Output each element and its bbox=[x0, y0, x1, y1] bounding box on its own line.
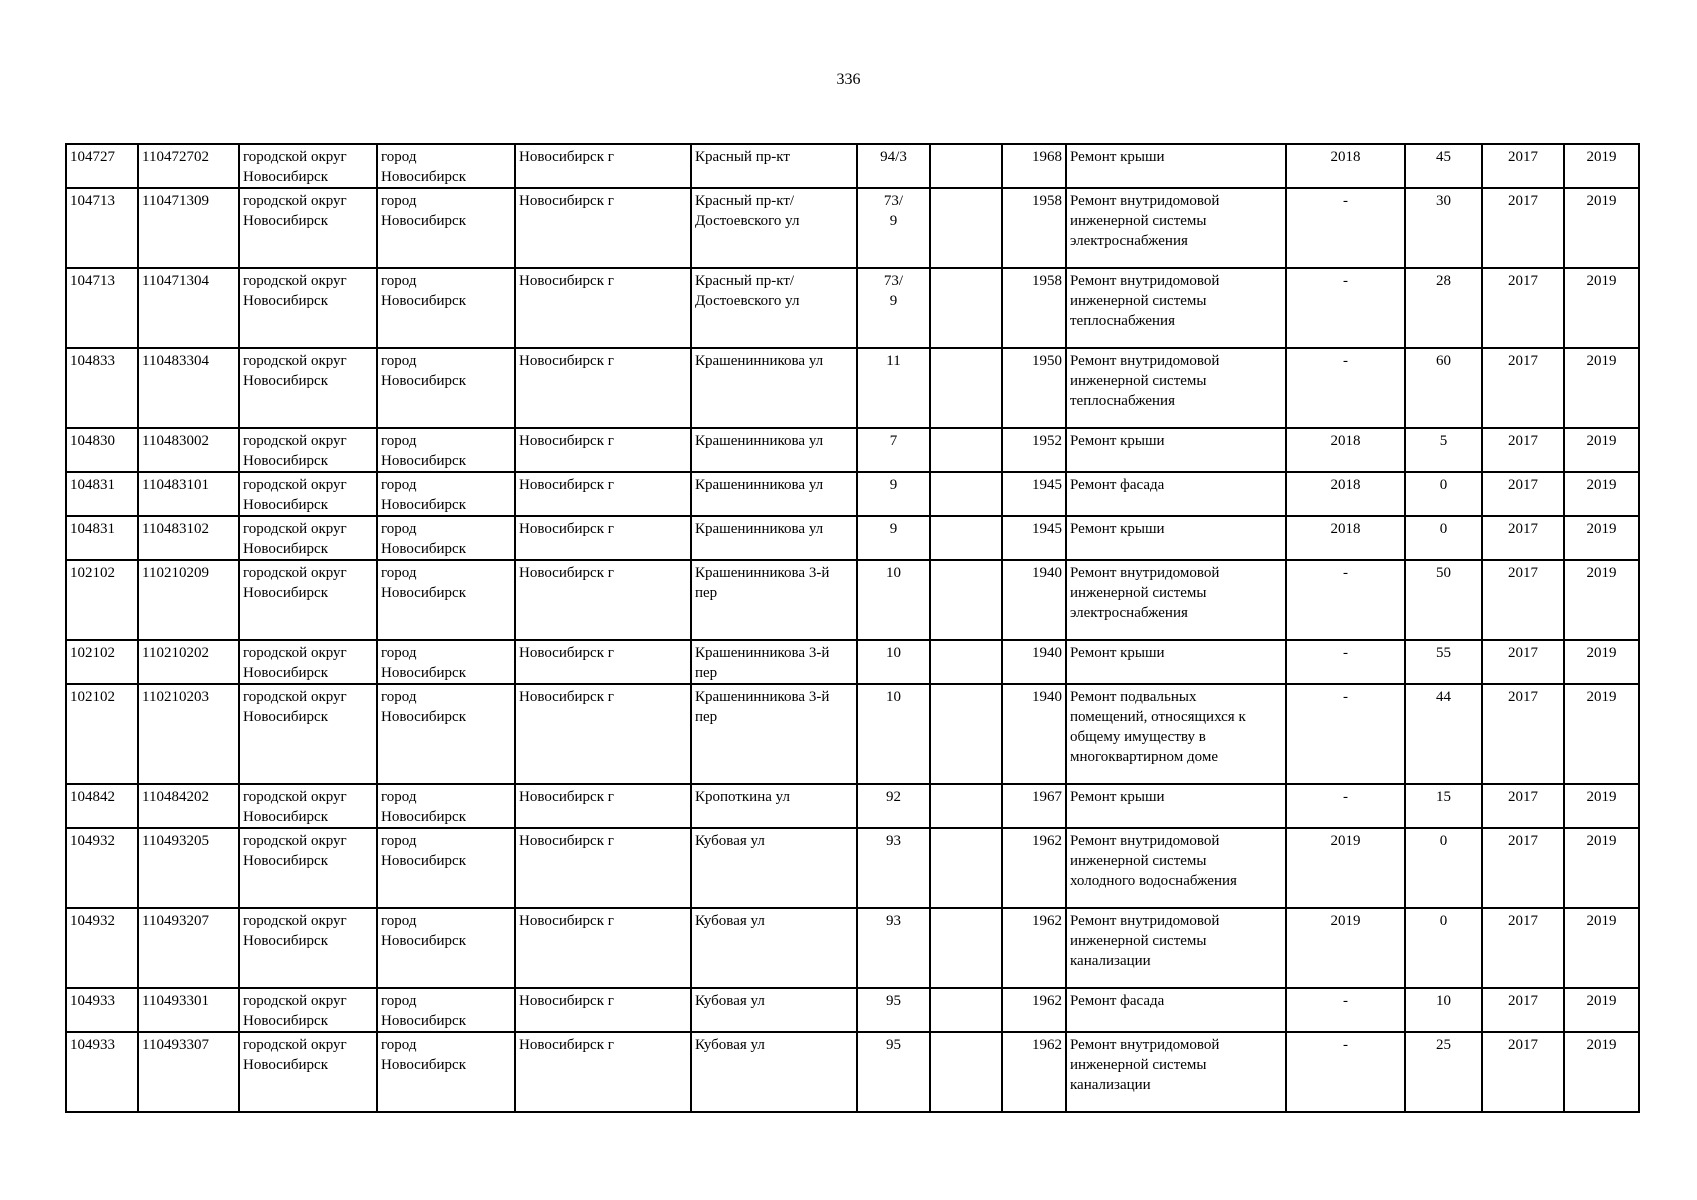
cell-planned-year: - bbox=[1286, 348, 1405, 428]
cell-locality: Новосибирск г bbox=[515, 684, 691, 784]
cell-period-start: 2017 bbox=[1482, 640, 1564, 684]
cell-street: Крашенинникова ул bbox=[691, 472, 857, 516]
cell-street: Крашенинникова 3-й пер bbox=[691, 640, 857, 684]
cell-settlement: город Новосибирск bbox=[377, 348, 515, 428]
cell-cost-value: 0 bbox=[1405, 472, 1482, 516]
cell-planned-year: 2018 bbox=[1286, 516, 1405, 560]
cell-period-end: 2019 bbox=[1564, 348, 1639, 428]
cell-work-type: Ремонт внутридомовой инженерной системы теплоснабжения bbox=[1066, 268, 1286, 348]
cell-building bbox=[930, 908, 1002, 988]
cell-work-id: 110210202 bbox=[138, 640, 239, 684]
table-row bbox=[66, 428, 1639, 472]
cell-planned-year: - bbox=[1286, 640, 1405, 684]
cell-year-built: 1958 bbox=[1002, 188, 1066, 268]
cell-municipal-district: городской округ Новосибирск bbox=[239, 684, 377, 784]
cell-street: Красный пр-кт bbox=[691, 144, 857, 188]
cell-cost-value: 15 bbox=[1405, 784, 1482, 828]
cell-locality: Новосибирск г bbox=[515, 188, 691, 268]
cell-cost-value: 5 bbox=[1405, 428, 1482, 472]
page-number: 336 bbox=[836, 71, 861, 88]
cell-building bbox=[930, 516, 1002, 560]
cell-period-start: 2017 bbox=[1482, 908, 1564, 988]
cell-locality: Новосибирск г bbox=[515, 472, 691, 516]
cell-house-id: 104831 bbox=[66, 472, 138, 516]
cell-year-built: 1940 bbox=[1002, 640, 1066, 684]
cell-municipal-district: городской округ Новосибирск bbox=[239, 348, 377, 428]
cell-building bbox=[930, 188, 1002, 268]
cell-year-built: 1962 bbox=[1002, 828, 1066, 908]
cell-period-start: 2017 bbox=[1482, 516, 1564, 560]
cell-period-start: 2017 bbox=[1482, 472, 1564, 516]
cell-municipal-district: городской округ Новосибирск bbox=[239, 516, 377, 560]
table-row bbox=[66, 516, 1639, 560]
cell-work-type: Ремонт внутридомовой инженерной системы канализации bbox=[1066, 1032, 1286, 1112]
cell-house-id: 102102 bbox=[66, 684, 138, 784]
cell-settlement: город Новосибирск bbox=[377, 144, 515, 188]
cell-planned-year: 2019 bbox=[1286, 908, 1405, 988]
cell-locality: Новосибирск г bbox=[515, 428, 691, 472]
cell-period-start: 2017 bbox=[1482, 784, 1564, 828]
table-row bbox=[66, 684, 1639, 784]
cell-locality: Новосибирск г bbox=[515, 1032, 691, 1112]
cell-street: Крашенинникова ул bbox=[691, 516, 857, 560]
cell-house-number: 93 bbox=[857, 908, 930, 988]
cell-year-built: 1945 bbox=[1002, 516, 1066, 560]
cell-street: Кубовая ул bbox=[691, 988, 857, 1032]
table-row bbox=[66, 640, 1639, 684]
cell-work-id: 110483304 bbox=[138, 348, 239, 428]
cell-planned-year: 2018 bbox=[1286, 428, 1405, 472]
table-row bbox=[66, 1032, 1639, 1112]
cell-building bbox=[930, 784, 1002, 828]
cell-house-number: 10 bbox=[857, 560, 930, 640]
cell-work-type: Ремонт крыши bbox=[1066, 144, 1286, 188]
cell-cost-value: 0 bbox=[1405, 516, 1482, 560]
cell-cost-value: 50 bbox=[1405, 560, 1482, 640]
cell-house-id: 104932 bbox=[66, 908, 138, 988]
cell-house-number: 9 bbox=[857, 472, 930, 516]
cell-period-end: 2019 bbox=[1564, 988, 1639, 1032]
cell-work-id: 110493301 bbox=[138, 988, 239, 1032]
cell-building bbox=[930, 428, 1002, 472]
cell-planned-year: - bbox=[1286, 560, 1405, 640]
cell-work-id: 110483002 bbox=[138, 428, 239, 472]
cell-cost-value: 45 bbox=[1405, 144, 1482, 188]
cell-work-id: 110471304 bbox=[138, 268, 239, 348]
cell-locality: Новосибирск г bbox=[515, 988, 691, 1032]
cell-street: Крашенинникова ул bbox=[691, 428, 857, 472]
cell-work-id: 110210203 bbox=[138, 684, 239, 784]
cell-house-id: 104727 bbox=[66, 144, 138, 188]
cell-cost-value: 10 bbox=[1405, 988, 1482, 1032]
cell-work-type: Ремонт подвальных помещений, относящихся к общему имуществу в многоквартирном доме bbox=[1066, 684, 1286, 784]
cell-settlement: город Новосибирск bbox=[377, 784, 515, 828]
cell-period-end: 2019 bbox=[1564, 684, 1639, 784]
cell-period-end: 2019 bbox=[1564, 144, 1639, 188]
cell-work-type: Ремонт внутридомовой инженерной системы электроснабжения bbox=[1066, 560, 1286, 640]
cell-work-type: Ремонт крыши bbox=[1066, 640, 1286, 684]
cell-work-id: 110493307 bbox=[138, 1032, 239, 1112]
cell-street: Красный пр-кт/ Достоевского ул bbox=[691, 188, 857, 268]
table-row bbox=[66, 908, 1639, 988]
cell-building bbox=[930, 144, 1002, 188]
cell-period-start: 2017 bbox=[1482, 988, 1564, 1032]
cell-work-id: 110484202 bbox=[138, 784, 239, 828]
cell-street: Крашенинникова ул bbox=[691, 348, 857, 428]
cell-settlement: город Новосибирск bbox=[377, 828, 515, 908]
cell-locality: Новосибирск г bbox=[515, 516, 691, 560]
cell-street: Крашенинникова 3-й пер bbox=[691, 684, 857, 784]
cell-period-start: 2017 bbox=[1482, 560, 1564, 640]
cell-year-built: 1940 bbox=[1002, 684, 1066, 784]
table-row bbox=[66, 828, 1639, 908]
cell-street: Крашенинникова 3-й пер bbox=[691, 560, 857, 640]
cell-period-end: 2019 bbox=[1564, 472, 1639, 516]
cell-work-type: Ремонт внутридомовой инженерной системы теплоснабжения bbox=[1066, 348, 1286, 428]
cell-house-id: 104831 bbox=[66, 516, 138, 560]
cell-house-number: 95 bbox=[857, 1032, 930, 1112]
cell-period-end: 2019 bbox=[1564, 828, 1639, 908]
cell-work-type: Ремонт фасада bbox=[1066, 472, 1286, 516]
cell-settlement: город Новосибирск bbox=[377, 1032, 515, 1112]
table-row bbox=[66, 188, 1639, 268]
cell-street: Кубовая ул bbox=[691, 1032, 857, 1112]
cell-municipal-district: городской округ Новосибирск bbox=[239, 560, 377, 640]
cell-work-id: 110493207 bbox=[138, 908, 239, 988]
cell-municipal-district: городской округ Новосибирск bbox=[239, 640, 377, 684]
cell-locality: Новосибирск г bbox=[515, 348, 691, 428]
cell-cost-value: 0 bbox=[1405, 908, 1482, 988]
cell-locality: Новосибирск г bbox=[515, 268, 691, 348]
cell-cost-value: 28 bbox=[1405, 268, 1482, 348]
table-row bbox=[66, 144, 1639, 188]
cell-locality: Новосибирск г bbox=[515, 640, 691, 684]
cell-planned-year: 2018 bbox=[1286, 144, 1405, 188]
cell-cost-value: 0 bbox=[1405, 828, 1482, 908]
cell-municipal-district: городской округ Новосибирск bbox=[239, 988, 377, 1032]
cell-planned-year: - bbox=[1286, 784, 1405, 828]
cell-work-id: 110210209 bbox=[138, 560, 239, 640]
cell-year-built: 1940 bbox=[1002, 560, 1066, 640]
cell-settlement: город Новосибирск bbox=[377, 908, 515, 988]
cell-building bbox=[930, 560, 1002, 640]
cell-house-id: 104933 bbox=[66, 1032, 138, 1112]
cell-year-built: 1967 bbox=[1002, 784, 1066, 828]
cell-municipal-district: городской округ Новосибирск bbox=[239, 268, 377, 348]
cell-house-number: 10 bbox=[857, 640, 930, 684]
cell-settlement: город Новосибирск bbox=[377, 640, 515, 684]
cell-house-number: 73/ 9 bbox=[857, 188, 930, 268]
cell-locality: Новосибирск г bbox=[515, 144, 691, 188]
cell-settlement: город Новосибирск bbox=[377, 268, 515, 348]
repair-registry-table bbox=[65, 143, 1640, 1113]
cell-planned-year: - bbox=[1286, 1032, 1405, 1112]
table-row bbox=[66, 268, 1639, 348]
cell-work-type: Ремонт крыши bbox=[1066, 428, 1286, 472]
cell-municipal-district: городской округ Новосибирск bbox=[239, 784, 377, 828]
cell-period-end: 2019 bbox=[1564, 784, 1639, 828]
cell-period-start: 2017 bbox=[1482, 348, 1564, 428]
cell-municipal-district: городской округ Новосибирск bbox=[239, 188, 377, 268]
cell-period-end: 2019 bbox=[1564, 908, 1639, 988]
cell-street: Кубовая ул bbox=[691, 828, 857, 908]
cell-work-id: 110471309 bbox=[138, 188, 239, 268]
cell-period-end: 2019 bbox=[1564, 1032, 1639, 1112]
cell-work-type: Ремонт фасада bbox=[1066, 988, 1286, 1032]
cell-settlement: город Новосибирск bbox=[377, 188, 515, 268]
cell-settlement: город Новосибирск bbox=[377, 684, 515, 784]
cell-building bbox=[930, 268, 1002, 348]
cell-house-number: 9 bbox=[857, 516, 930, 560]
cell-period-start: 2017 bbox=[1482, 268, 1564, 348]
cell-period-start: 2017 bbox=[1482, 684, 1564, 784]
cell-house-number: 92 bbox=[857, 784, 930, 828]
cell-planned-year: - bbox=[1286, 988, 1405, 1032]
cell-period-start: 2017 bbox=[1482, 1032, 1564, 1112]
cell-street: Кубовая ул bbox=[691, 908, 857, 988]
cell-house-id: 104932 bbox=[66, 828, 138, 908]
cell-cost-value: 44 bbox=[1405, 684, 1482, 784]
table-row bbox=[66, 988, 1639, 1032]
cell-locality: Новосибирск г bbox=[515, 908, 691, 988]
cell-work-type: Ремонт внутридомовой инженерной системы канализации bbox=[1066, 908, 1286, 988]
cell-municipal-district: городской округ Новосибирск bbox=[239, 908, 377, 988]
cell-period-start: 2017 bbox=[1482, 144, 1564, 188]
cell-cost-value: 60 bbox=[1405, 348, 1482, 428]
cell-building bbox=[930, 1032, 1002, 1112]
cell-year-built: 1962 bbox=[1002, 908, 1066, 988]
cell-period-start: 2017 bbox=[1482, 428, 1564, 472]
cell-house-id: 104713 bbox=[66, 268, 138, 348]
cell-house-number: 10 bbox=[857, 684, 930, 784]
cell-period-start: 2017 bbox=[1482, 188, 1564, 268]
cell-municipal-district: городской округ Новосибирск bbox=[239, 472, 377, 516]
cell-building bbox=[930, 988, 1002, 1032]
cell-house-number: 73/ 9 bbox=[857, 268, 930, 348]
cell-year-built: 1958 bbox=[1002, 268, 1066, 348]
cell-period-end: 2019 bbox=[1564, 428, 1639, 472]
cell-municipal-district: городской округ Новосибирск bbox=[239, 144, 377, 188]
cell-building bbox=[930, 640, 1002, 684]
cell-work-id: 110483102 bbox=[138, 516, 239, 560]
cell-municipal-district: городской округ Новосибирск bbox=[239, 428, 377, 472]
cell-planned-year: - bbox=[1286, 268, 1405, 348]
cell-work-id: 110493205 bbox=[138, 828, 239, 908]
cell-locality: Новосибирск г bbox=[515, 560, 691, 640]
cell-house-id: 104713 bbox=[66, 188, 138, 268]
cell-settlement: город Новосибирск bbox=[377, 988, 515, 1032]
cell-planned-year: - bbox=[1286, 188, 1405, 268]
cell-period-end: 2019 bbox=[1564, 640, 1639, 684]
cell-building bbox=[930, 684, 1002, 784]
cell-year-built: 1945 bbox=[1002, 472, 1066, 516]
table-row bbox=[66, 784, 1639, 828]
cell-building bbox=[930, 828, 1002, 908]
cell-house-id: 104833 bbox=[66, 348, 138, 428]
cell-building bbox=[930, 472, 1002, 516]
cell-year-built: 1962 bbox=[1002, 988, 1066, 1032]
cell-settlement: город Новосибирск bbox=[377, 428, 515, 472]
cell-street: Кропоткина ул bbox=[691, 784, 857, 828]
cell-municipal-district: городской округ Новосибирск bbox=[239, 828, 377, 908]
cell-work-type: Ремонт крыши bbox=[1066, 516, 1286, 560]
table-row bbox=[66, 560, 1639, 640]
cell-year-built: 1952 bbox=[1002, 428, 1066, 472]
cell-house-id: 102102 bbox=[66, 560, 138, 640]
cell-house-number: 95 bbox=[857, 988, 930, 1032]
cell-house-id: 102102 bbox=[66, 640, 138, 684]
cell-year-built: 1950 bbox=[1002, 348, 1066, 428]
cell-planned-year: 2019 bbox=[1286, 828, 1405, 908]
cell-year-built: 1962 bbox=[1002, 1032, 1066, 1112]
cell-street: Красный пр-кт/ Достоевского ул bbox=[691, 268, 857, 348]
cell-work-type: Ремонт внутридомовой инженерной системы электроснабжения bbox=[1066, 188, 1286, 268]
cell-settlement: город Новосибирск bbox=[377, 516, 515, 560]
cell-planned-year: 2018 bbox=[1286, 472, 1405, 516]
cell-period-end: 2019 bbox=[1564, 188, 1639, 268]
table-row bbox=[66, 472, 1639, 516]
cell-planned-year: - bbox=[1286, 684, 1405, 784]
cell-cost-value: 30 bbox=[1405, 188, 1482, 268]
table-row bbox=[66, 348, 1639, 428]
cell-house-number: 94/3 bbox=[857, 144, 930, 188]
cell-work-id: 110483101 bbox=[138, 472, 239, 516]
cell-settlement: город Новосибирск bbox=[377, 560, 515, 640]
cell-house-id: 104842 bbox=[66, 784, 138, 828]
cell-locality: Новосибирск г bbox=[515, 784, 691, 828]
cell-period-end: 2019 bbox=[1564, 560, 1639, 640]
cell-work-type: Ремонт внутридомовой инженерной системы холодного водоснабжения bbox=[1066, 828, 1286, 908]
cell-year-built: 1968 bbox=[1002, 144, 1066, 188]
cell-municipal-district: городской округ Новосибирск bbox=[239, 1032, 377, 1112]
cell-building bbox=[930, 348, 1002, 428]
cell-work-id: 110472702 bbox=[138, 144, 239, 188]
cell-cost-value: 25 bbox=[1405, 1032, 1482, 1112]
cell-house-id: 104830 bbox=[66, 428, 138, 472]
cell-house-id: 104933 bbox=[66, 988, 138, 1032]
cell-period-end: 2019 bbox=[1564, 268, 1639, 348]
cell-settlement: город Новосибирск bbox=[377, 472, 515, 516]
cell-work-type: Ремонт крыши bbox=[1066, 784, 1286, 828]
cell-locality: Новосибирск г bbox=[515, 828, 691, 908]
cell-house-number: 93 bbox=[857, 828, 930, 908]
cell-house-number: 7 bbox=[857, 428, 930, 472]
cell-period-end: 2019 bbox=[1564, 516, 1639, 560]
cell-period-start: 2017 bbox=[1482, 828, 1564, 908]
cell-cost-value: 55 bbox=[1405, 640, 1482, 684]
cell-house-number: 11 bbox=[857, 348, 930, 428]
